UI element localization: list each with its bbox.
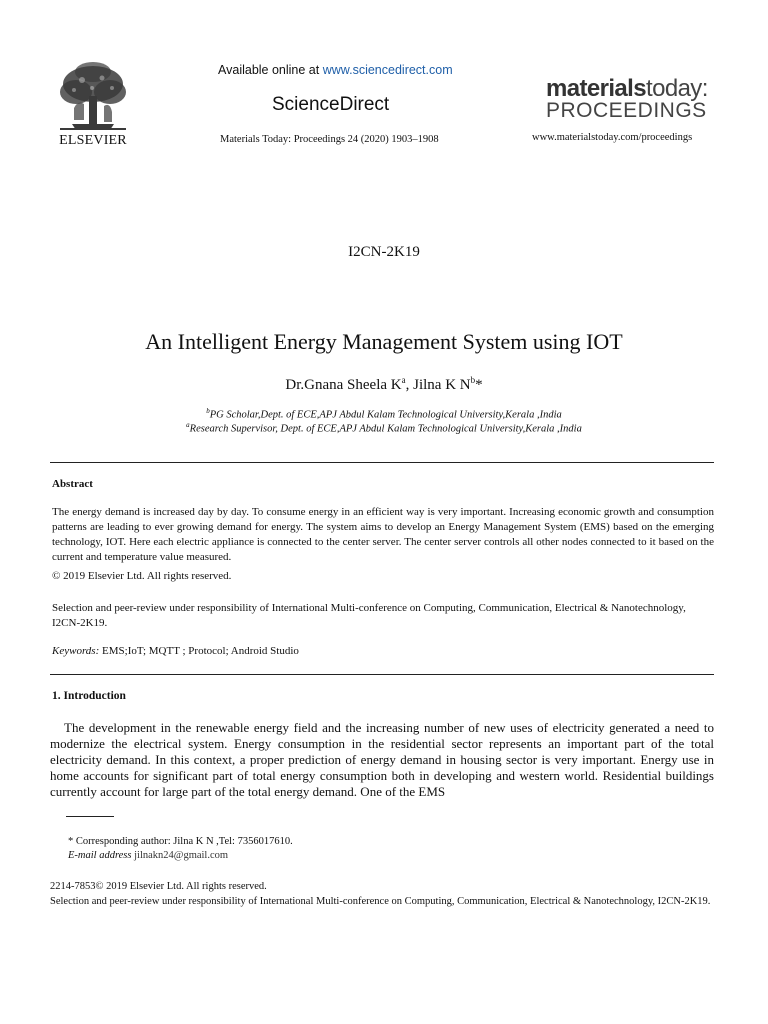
- affiliation-2-mark: a: [186, 421, 190, 429]
- affiliation-1-text: PG Scholar,Dept. of ECE,APJ Abdul Kalam Technological University,Kerala ,India: [209, 409, 562, 421]
- publisher-name: ELSEVIER: [59, 133, 127, 148]
- keywords-list: EMS;IoT; MQTT ; Protocol; Android Studio: [99, 645, 299, 657]
- issn-copyright: 2214-7853© 2019 Elsevier Ltd. All rights reserved.: [50, 881, 267, 892]
- author-1: Dr.Gnana Sheela K: [285, 377, 402, 393]
- affiliation-1: [0, 407, 768, 421]
- affiliation-2-text: Research Supervisor, Dept. of ECE,APJ Abdul Kalam Technological University,Kerala ,India: [189, 423, 582, 435]
- keywords-line: [52, 645, 299, 657]
- footnote-divider: [66, 816, 114, 817]
- journal-reference: Materials Today: Proceedings 24 (2020) 1903–1908: [220, 134, 439, 145]
- affiliation-1-mark: b: [206, 407, 210, 415]
- peer-review-statement: Selection and peer-review under responsibility of International Multi-conference on Computing, Communication, Electrical & Nanotechnology, I2CN-2K19.: [52, 602, 686, 629]
- footer-peer-review-statement: Selection and peer-review under responsibility of International Multi-conference on Computing, Communication, Electrical & Nanotechnology, I2CN-2K19.: [50, 896, 711, 907]
- sciencedirect-link[interactable]: www.sciencedirect.com: [322, 63, 453, 77]
- keywords-label: Keywords:: [52, 645, 100, 657]
- journal-url-link[interactable]: www.materialstoday.com/proceedings: [532, 132, 693, 143]
- corresponding-author-footnote: * Corresponding author: Jilna K N ,Tel: 7356017610.: [68, 836, 293, 847]
- author-1-affiliation-mark: a: [401, 375, 406, 385]
- available-prefix: Available online at: [218, 63, 323, 77]
- introduction-heading: 1. Introduction: [52, 690, 126, 702]
- affiliation-2: [0, 421, 768, 435]
- author-list: [0, 375, 768, 394]
- abstract-top-divider: [50, 462, 714, 463]
- abstract-body: The energy demand is increased day by day. To consume energy in an efficient way is very important. Increasing economic growth and consumption patterns are leading to ever growing demand for energy. The system aims to develop an Energy Management System (EMS) based on the emerging technology, IOT. Here each electric appliance is connected to the center server. The center server controls all other nodes connected to it based on the current and temperature value measured.: [52, 506, 714, 563]
- logo-word-proceedings: PROCEEDINGS: [546, 99, 707, 122]
- conference-name: I2CN-2K19: [348, 244, 420, 260]
- paper-title: An Intelligent Energy Management System using IOT: [145, 329, 623, 354]
- author-2: Jilna K N: [413, 377, 471, 393]
- logo-word-today: today:: [646, 75, 708, 102]
- author-separator: ,: [405, 377, 414, 393]
- abstract-copyright: © 2019 Elsevier Ltd. All rights reserved.: [52, 570, 232, 582]
- email-address[interactable]: jilnakn24@gmail.com: [131, 850, 229, 861]
- abstract-bottom-divider: [50, 674, 714, 675]
- materials-today-logo: [546, 77, 708, 121]
- email-label: E-mail address: [68, 850, 132, 861]
- availability-line: [218, 63, 453, 77]
- platform-name: ScienceDirect: [272, 94, 390, 115]
- corresponding-author-mark: *: [475, 377, 483, 393]
- abstract-heading: Abstract: [52, 478, 93, 490]
- introduction-body: The development in the renewable energy field and the increasing number of new uses of electricity generated a need to modernize the electrical system. Energy consumption in the residential sector represents an important part of the total electricity demand. In this context, a proper prediction of energy demand in housing sector is very important. Energy use in home accounts for significant part of total energy consumption both in developing and western world. Residential buildings currently account for large part of the total energy demand. One of the EMS: [50, 720, 714, 799]
- email-footnote: [68, 850, 228, 861]
- author-2-affiliation-mark: b: [470, 375, 476, 385]
- logo-word-materials: materials: [546, 75, 646, 102]
